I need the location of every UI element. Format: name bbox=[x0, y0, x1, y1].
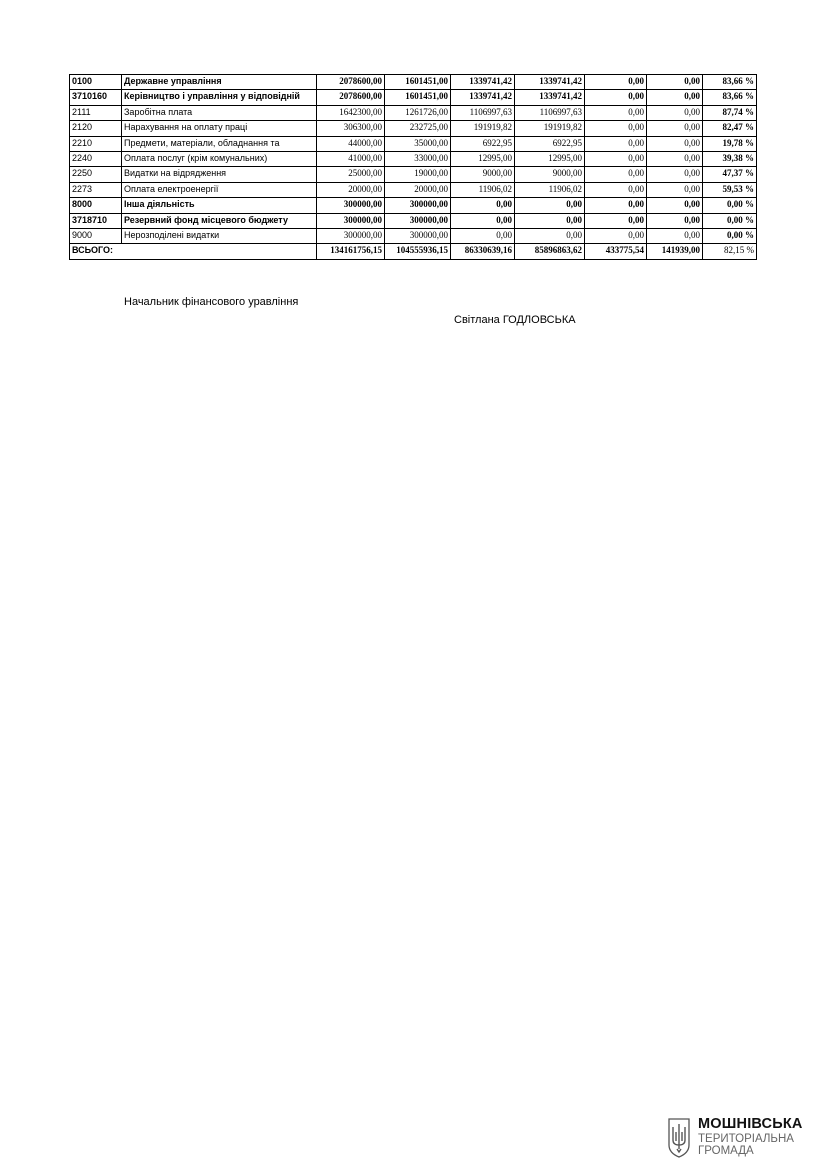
row-percent: 47,37 % bbox=[703, 167, 757, 182]
row-c4: 9000,00 bbox=[515, 167, 585, 182]
signature-name: Світлана ГОДЛОВСЬКА bbox=[454, 314, 576, 326]
row-code: 2111 bbox=[70, 105, 122, 120]
row-code: 3710160 bbox=[70, 90, 122, 105]
row-c4: 11906,02 bbox=[515, 182, 585, 197]
row-c2: 33000,00 bbox=[385, 151, 451, 166]
row-c5: 0,00 bbox=[585, 121, 647, 136]
row-percent: 83,66 % bbox=[703, 90, 757, 105]
row-name: Нарахування на оплату праці bbox=[122, 121, 317, 136]
row-c6: 0,00 bbox=[647, 105, 703, 120]
row-percent: 87,74 % bbox=[703, 105, 757, 120]
row-percent: 0,00 % bbox=[703, 228, 757, 243]
row-c4: 0,00 bbox=[515, 228, 585, 243]
row-name: Резервний фонд місцевого бюджету bbox=[122, 213, 317, 228]
logo-line-2: ТЕРИТОРІАЛЬНА bbox=[698, 1133, 794, 1145]
row-c5: 0,00 bbox=[585, 182, 647, 197]
total-percent: 82,15 % bbox=[703, 244, 757, 259]
row-c2: 300000,00 bbox=[385, 198, 451, 213]
row-name: Керівництво і управління у відповідній bbox=[122, 90, 317, 105]
row-percent: 0,00 % bbox=[703, 198, 757, 213]
row-c1: 306300,00 bbox=[317, 121, 385, 136]
row-c1: 1642300,00 bbox=[317, 105, 385, 120]
row-c3: 1339741,42 bbox=[451, 90, 515, 105]
row-c1: 2078600,00 bbox=[317, 90, 385, 105]
row-c1: 20000,00 bbox=[317, 182, 385, 197]
row-code: 8000 bbox=[70, 198, 122, 213]
row-percent: 39,38 % bbox=[703, 151, 757, 166]
row-name: Видатки на відрядження bbox=[122, 167, 317, 182]
total-c6: 141939,00 bbox=[647, 244, 703, 259]
row-code: 2120 bbox=[70, 121, 122, 136]
table-row bbox=[70, 213, 757, 228]
row-c1: 41000,00 bbox=[317, 151, 385, 166]
row-c3: 9000,00 bbox=[451, 167, 515, 182]
row-c2: 1261726,00 bbox=[385, 105, 451, 120]
row-c6: 0,00 bbox=[647, 75, 703, 90]
row-name: Заробітна плата bbox=[122, 105, 317, 120]
row-c5: 0,00 bbox=[585, 151, 647, 166]
row-c4: 6922,95 bbox=[515, 136, 585, 151]
row-code: 3718710 bbox=[70, 213, 122, 228]
row-c6: 0,00 bbox=[647, 90, 703, 105]
table-row bbox=[70, 167, 757, 182]
row-code: 2240 bbox=[70, 151, 122, 166]
row-c3: 0,00 bbox=[451, 213, 515, 228]
row-c5: 0,00 bbox=[585, 228, 647, 243]
row-c6: 0,00 bbox=[647, 228, 703, 243]
row-c3: 0,00 bbox=[451, 228, 515, 243]
row-c4: 1339741,42 bbox=[515, 75, 585, 90]
row-name: Державне управління bbox=[122, 75, 317, 90]
table-row bbox=[70, 198, 757, 213]
row-c4: 191919,82 bbox=[515, 121, 585, 136]
row-c6: 0,00 bbox=[647, 136, 703, 151]
table-row bbox=[70, 228, 757, 243]
row-c2: 20000,00 bbox=[385, 182, 451, 197]
row-code: 0100 bbox=[70, 75, 122, 90]
row-c1: 2078600,00 bbox=[317, 75, 385, 90]
row-code: 9000 bbox=[70, 228, 122, 243]
row-percent: 59,53 % bbox=[703, 182, 757, 197]
row-percent: 83,66 % bbox=[703, 75, 757, 90]
row-c3: 11906,02 bbox=[451, 182, 515, 197]
row-c2: 300000,00 bbox=[385, 228, 451, 243]
total-c4: 85896863,62 bbox=[515, 244, 585, 259]
logo-line-1: МОШНІВСЬКА bbox=[698, 1116, 803, 1132]
budget-table bbox=[69, 74, 757, 260]
table-row bbox=[70, 90, 757, 105]
logo-line-3: ГРОМАДА bbox=[698, 1145, 754, 1157]
row-c1: 25000,00 bbox=[317, 167, 385, 182]
row-name: Інша діяльність bbox=[122, 198, 317, 213]
row-c4: 0,00 bbox=[515, 213, 585, 228]
total-c5: 433775,54 bbox=[585, 244, 647, 259]
row-c5: 0,00 bbox=[585, 167, 647, 182]
row-c6: 0,00 bbox=[647, 182, 703, 197]
row-c6: 0,00 bbox=[647, 151, 703, 166]
row-code: 2210 bbox=[70, 136, 122, 151]
row-c2: 1601451,00 bbox=[385, 75, 451, 90]
row-c1: 44000,00 bbox=[317, 136, 385, 151]
row-c2: 1601451,00 bbox=[385, 90, 451, 105]
row-c3: 6922,95 bbox=[451, 136, 515, 151]
row-c3: 1106997,63 bbox=[451, 105, 515, 120]
row-c2: 232725,00 bbox=[385, 121, 451, 136]
total-row bbox=[70, 244, 757, 259]
table-row bbox=[70, 75, 757, 90]
row-c3: 0,00 bbox=[451, 198, 515, 213]
total-c1: 134161756,15 bbox=[317, 244, 385, 259]
row-c3: 1339741,42 bbox=[451, 75, 515, 90]
row-c5: 0,00 bbox=[585, 90, 647, 105]
row-code: 2250 bbox=[70, 167, 122, 182]
row-c4: 0,00 bbox=[515, 198, 585, 213]
row-name: Предмети, матеріали, обладнання та bbox=[122, 136, 317, 151]
community-logo bbox=[668, 1116, 804, 1160]
table-row bbox=[70, 182, 757, 197]
row-code: 2273 bbox=[70, 182, 122, 197]
row-c6: 0,00 bbox=[647, 167, 703, 182]
row-c1: 300000,00 bbox=[317, 198, 385, 213]
row-c6: 0,00 bbox=[647, 198, 703, 213]
row-c5: 0,00 bbox=[585, 213, 647, 228]
row-percent: 0,00 % bbox=[703, 213, 757, 228]
row-c2: 19000,00 bbox=[385, 167, 451, 182]
total-c3: 86330639,16 bbox=[451, 244, 515, 259]
table-row bbox=[70, 136, 757, 151]
row-percent: 82,47 % bbox=[703, 121, 757, 136]
row-c6: 0,00 bbox=[647, 121, 703, 136]
row-c2: 300000,00 bbox=[385, 213, 451, 228]
table-row bbox=[70, 105, 757, 120]
row-percent: 19,78 % bbox=[703, 136, 757, 151]
row-c2: 35000,00 bbox=[385, 136, 451, 151]
row-c4: 12995,00 bbox=[515, 151, 585, 166]
row-c5: 0,00 bbox=[585, 136, 647, 151]
table-row bbox=[70, 121, 757, 136]
row-c3: 12995,00 bbox=[451, 151, 515, 166]
row-name: Нерозподілені видатки bbox=[122, 228, 317, 243]
row-c3: 191919,82 bbox=[451, 121, 515, 136]
row-c6: 0,00 bbox=[647, 213, 703, 228]
total-label: ВСЬОГО: bbox=[70, 244, 317, 259]
row-c4: 1339741,42 bbox=[515, 90, 585, 105]
table-row bbox=[70, 151, 757, 166]
row-c4: 1106997,63 bbox=[515, 105, 585, 120]
row-c5: 0,00 bbox=[585, 198, 647, 213]
row-c1: 300000,00 bbox=[317, 228, 385, 243]
row-c5: 0,00 bbox=[585, 105, 647, 120]
row-c5: 0,00 bbox=[585, 75, 647, 90]
row-name: Оплата послуг (крім комунальних) bbox=[122, 151, 317, 166]
row-c1: 300000,00 bbox=[317, 213, 385, 228]
signature-title: Начальник фінансового уравління bbox=[124, 296, 299, 308]
row-name: Оплата електроенергії bbox=[122, 182, 317, 197]
table-body bbox=[70, 75, 757, 260]
total-c2: 104555936,15 bbox=[385, 244, 451, 259]
trident-emblem-icon bbox=[668, 1118, 690, 1158]
